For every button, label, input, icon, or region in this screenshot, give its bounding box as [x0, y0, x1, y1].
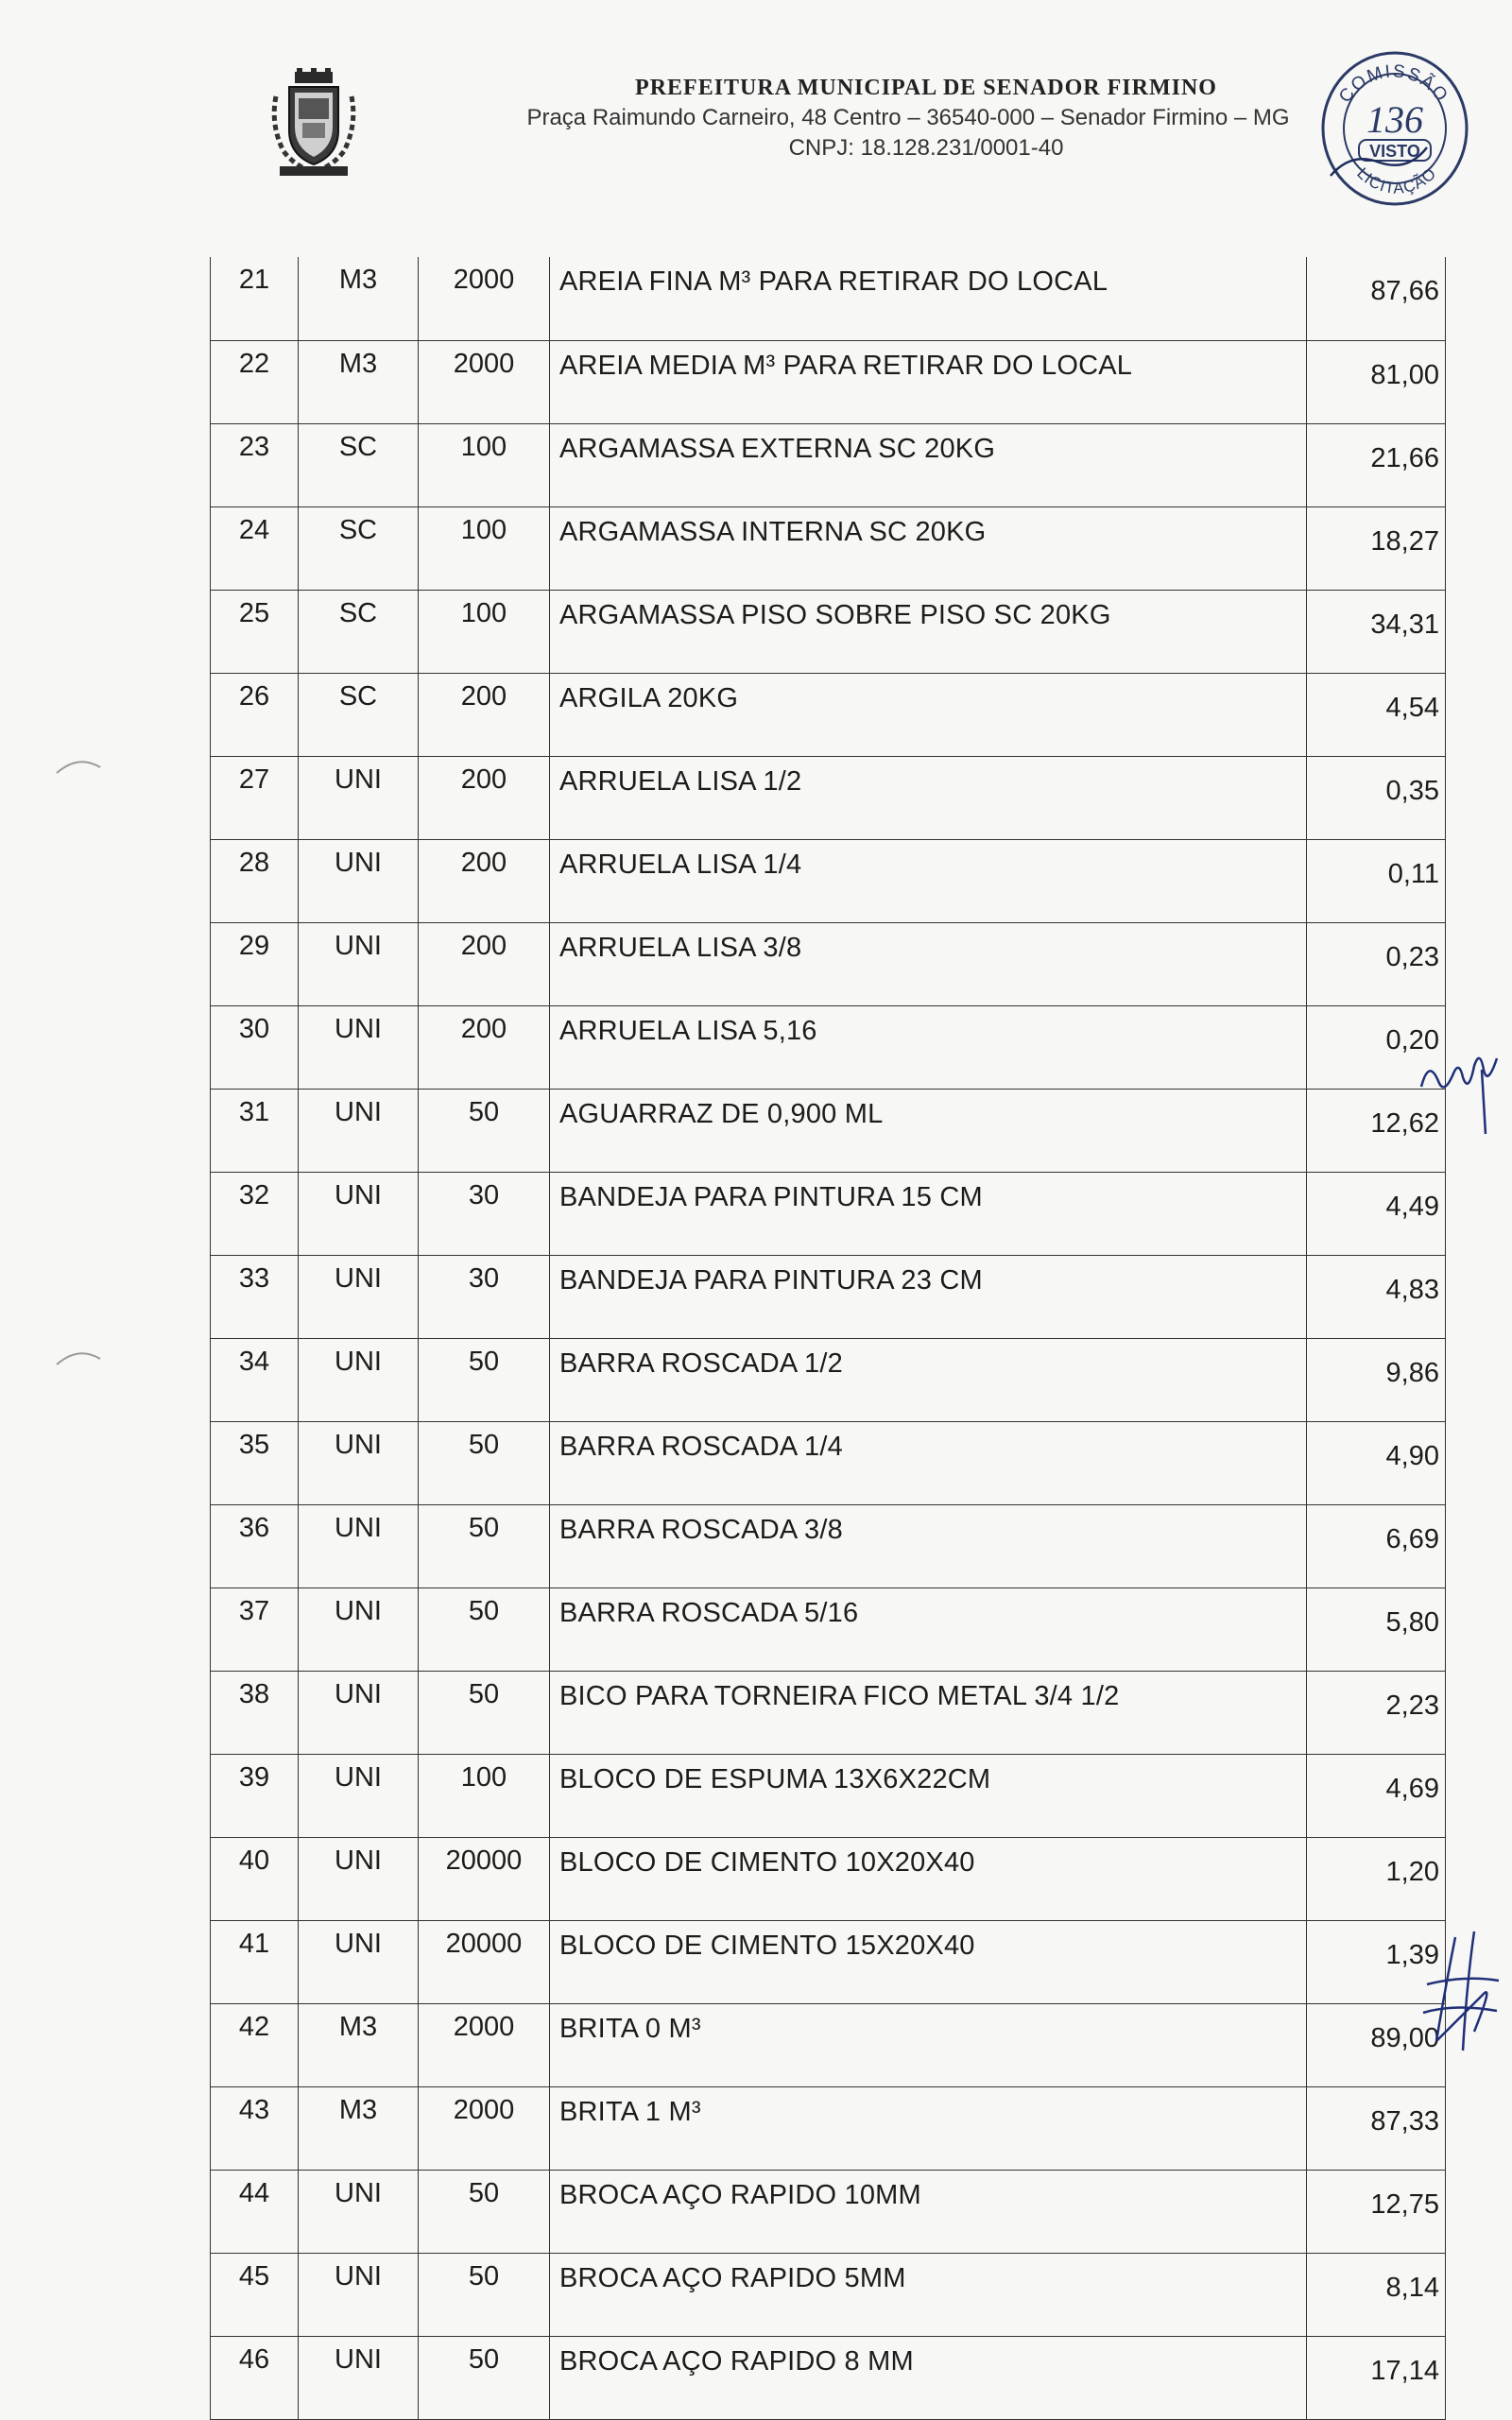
- item-unit-cell: UNI: [299, 1006, 419, 1090]
- item-number-cell: 29: [211, 923, 299, 1006]
- handwritten-signature-icon: [1418, 1928, 1503, 2060]
- item-quantity-cell: 50: [419, 2337, 550, 2420]
- item-quantity-cell: 2000: [419, 341, 550, 424]
- table-row: [211, 507, 1446, 591]
- item-price-cell: 4,69: [1307, 1755, 1446, 1838]
- item-number-cell: 43: [211, 2087, 299, 2171]
- item-number-cell: 39: [211, 1755, 299, 1838]
- item-number-cell: 24: [211, 507, 299, 591]
- item-number-cell: 27: [211, 757, 299, 840]
- item-price-cell: 87,33: [1307, 2087, 1446, 2171]
- item-number-cell: 31: [211, 1090, 299, 1173]
- item-price-cell: 4,90: [1307, 1422, 1446, 1505]
- item-unit-cell: UNI: [299, 1505, 419, 1588]
- item-price-cell: 0,35: [1307, 757, 1446, 840]
- table-row: [211, 1090, 1446, 1173]
- item-description-cell: ARGAMASSA EXTERNA SC 20KG: [550, 424, 1307, 507]
- item-price-cell: 89,00: [1307, 2004, 1446, 2087]
- item-description-cell: AREIA MEDIA M³ PARA RETIRAR DO LOCAL: [550, 341, 1307, 424]
- item-quantity-cell: 50: [419, 1090, 550, 1173]
- table-row: [211, 1672, 1446, 1755]
- item-quantity-cell: 200: [419, 840, 550, 923]
- item-description-cell: ARGAMASSA PISO SOBRE PISO SC 20KG: [550, 591, 1307, 674]
- item-quantity-cell: 50: [419, 1422, 550, 1505]
- item-price-cell: 4,83: [1307, 1256, 1446, 1339]
- table-row: [211, 2004, 1446, 2087]
- item-unit-cell: UNI: [299, 757, 419, 840]
- item-number-cell: 34: [211, 1339, 299, 1422]
- table-row: [211, 2254, 1446, 2337]
- item-price-cell: 12,75: [1307, 2171, 1446, 2254]
- item-quantity-cell: 50: [419, 1339, 550, 1422]
- item-quantity-cell: 200: [419, 674, 550, 757]
- item-description-cell: BANDEJA PARA PINTURA 23 CM: [550, 1256, 1307, 1339]
- item-description-cell: BRITA 0 M³: [550, 2004, 1307, 2087]
- item-quantity-cell: 100: [419, 1755, 550, 1838]
- item-number-cell: 40: [211, 1838, 299, 1921]
- item-price-cell: 18,27: [1307, 507, 1446, 591]
- item-unit-cell: UNI: [299, 1090, 419, 1173]
- item-quantity-cell: 50: [419, 1588, 550, 1672]
- item-price-cell: 0,11: [1307, 840, 1446, 923]
- items-table-body: [211, 257, 1446, 2420]
- item-description-cell: BANDEJA PARA PINTURA 15 CM: [550, 1173, 1307, 1256]
- item-number-cell: 35: [211, 1422, 299, 1505]
- table-row: [211, 923, 1446, 1006]
- item-number-cell: 44: [211, 2171, 299, 2254]
- item-number-cell: 26: [211, 674, 299, 757]
- item-price-cell: 8,14: [1307, 2254, 1446, 2337]
- item-unit-cell: M3: [299, 2087, 419, 2171]
- item-description-cell: BROCA AÇO RAPIDO 8 MM: [550, 2337, 1307, 2420]
- item-quantity-cell: 2000: [419, 2004, 550, 2087]
- table-row: [211, 674, 1446, 757]
- item-number-cell: 38: [211, 1672, 299, 1755]
- letterhead: [444, 76, 1351, 162]
- commission-stamp: [1314, 38, 1474, 208]
- org-cnpj: CNPJ: 18.128.231/0001-40: [788, 135, 1064, 161]
- item-number-cell: 28: [211, 840, 299, 923]
- item-unit-cell: UNI: [299, 1588, 419, 1672]
- item-number-cell: 33: [211, 1256, 299, 1339]
- item-price-cell: 2,23: [1307, 1672, 1446, 1755]
- table-row: [211, 424, 1446, 507]
- item-unit-cell: SC: [299, 591, 419, 674]
- item-price-cell: 0,23: [1307, 923, 1446, 1006]
- item-unit-cell: UNI: [299, 1173, 419, 1256]
- table-row: [211, 1921, 1446, 2004]
- item-quantity-cell: 100: [419, 591, 550, 674]
- item-description-cell: AGUARRAZ DE 0,900 ML: [550, 1090, 1307, 1173]
- item-number-cell: 42: [211, 2004, 299, 2087]
- table-row: [211, 1339, 1446, 1422]
- item-unit-cell: UNI: [299, 2254, 419, 2337]
- item-number-cell: 23: [211, 424, 299, 507]
- item-quantity-cell: 50: [419, 2254, 550, 2337]
- item-unit-cell: UNI: [299, 840, 419, 923]
- item-unit-cell: UNI: [299, 923, 419, 1006]
- table-row: [211, 2087, 1446, 2171]
- handwritten-initials-icon: [1416, 1021, 1501, 1143]
- item-quantity-cell: 50: [419, 1672, 550, 1755]
- stamp-number: 136: [1366, 98, 1423, 141]
- item-unit-cell: SC: [299, 424, 419, 507]
- item-quantity-cell: 30: [419, 1173, 550, 1256]
- item-price-cell: 4,54: [1307, 674, 1446, 757]
- item-description-cell: ARRUELA LISA 1/2: [550, 757, 1307, 840]
- item-description-cell: BARRA ROSCADA 1/2: [550, 1339, 1307, 1422]
- item-price-cell: 17,14: [1307, 2337, 1446, 2420]
- item-description-cell: BROCA AÇO RAPIDO 5MM: [550, 2254, 1307, 2337]
- item-quantity-cell: 200: [419, 1006, 550, 1090]
- item-price-cell: 1,20: [1307, 1838, 1446, 1921]
- item-description-cell: ARGILA 20KG: [550, 674, 1307, 757]
- item-unit-cell: M3: [299, 257, 419, 341]
- item-number-cell: 25: [211, 591, 299, 674]
- item-number-cell: 41: [211, 1921, 299, 2004]
- item-quantity-cell: 100: [419, 424, 550, 507]
- item-quantity-cell: 50: [419, 1505, 550, 1588]
- table-row: [211, 757, 1446, 840]
- table-row: [211, 1422, 1446, 1505]
- item-description-cell: ARRUELA LISA 1/4: [550, 840, 1307, 923]
- item-unit-cell: M3: [299, 341, 419, 424]
- item-quantity-cell: 20000: [419, 1921, 550, 2004]
- item-price-cell: 1,39: [1307, 1921, 1446, 2004]
- stamp-middle-text: VISTO: [1369, 142, 1420, 161]
- table-row: [211, 1173, 1446, 1256]
- svg-text:LICITAÇÃO: [1353, 164, 1440, 197]
- item-price-cell: 34,31: [1307, 591, 1446, 674]
- item-number-cell: 32: [211, 1173, 299, 1256]
- binder-hole-mark-icon: [55, 1347, 102, 1366]
- item-description-cell: BARRA ROSCADA 3/8: [550, 1505, 1307, 1588]
- item-number-cell: 36: [211, 1505, 299, 1588]
- item-description-cell: BARRA ROSCADA 1/4: [550, 1422, 1307, 1505]
- item-unit-cell: UNI: [299, 2171, 419, 2254]
- item-price-cell: 81,00: [1307, 341, 1446, 424]
- item-price-cell: 9,86: [1307, 1339, 1446, 1422]
- item-unit-cell: UNI: [299, 1422, 419, 1505]
- stamp-bottom-text: LICITAÇÃO: [1353, 163, 1440, 197]
- item-number-cell: 45: [211, 2254, 299, 2337]
- item-description-cell: BROCA AÇO RAPIDO 10MM: [550, 2171, 1307, 2254]
- item-description-cell: BLOCO DE CIMENTO 15X20X40: [550, 1921, 1307, 2004]
- item-price-cell: 0,20: [1307, 1006, 1446, 1090]
- item-unit-cell: UNI: [299, 1339, 419, 1422]
- item-number-cell: 21: [211, 257, 299, 341]
- item-number-cell: 37: [211, 1588, 299, 1672]
- municipal-crest-icon: [266, 68, 361, 180]
- item-quantity-cell: 50: [419, 2171, 550, 2254]
- items-table: [210, 257, 1446, 2420]
- table-row: [211, 591, 1446, 674]
- item-price-cell: 87,66: [1307, 257, 1446, 341]
- org-address: Praça Raimundo Carneiro, 48 Centro – 36540-000 – Senador Firmino – MG: [526, 105, 1290, 130]
- table-row: [211, 2337, 1446, 2420]
- table-row: [211, 1755, 1446, 1838]
- item-description-cell: BLOCO DE CIMENTO 10X20X40: [550, 1838, 1307, 1921]
- table-row: [211, 1256, 1446, 1339]
- table-row: [211, 341, 1446, 424]
- item-quantity-cell: 200: [419, 923, 550, 1006]
- item-unit-cell: SC: [299, 674, 419, 757]
- table-row: [211, 840, 1446, 923]
- item-description-cell: BLOCO DE ESPUMA 13X6X22CM: [550, 1755, 1307, 1838]
- table-row: [211, 1006, 1446, 1090]
- item-description-cell: BICO PARA TORNEIRA FICO METAL 3/4 1/2: [550, 1672, 1307, 1755]
- binder-hole-mark-icon: [55, 756, 102, 775]
- item-price-cell: 21,66: [1307, 424, 1446, 507]
- item-quantity-cell: 20000: [419, 1838, 550, 1921]
- item-unit-cell: UNI: [299, 1921, 419, 2004]
- table-row: [211, 1838, 1446, 1921]
- table-row: [211, 257, 1446, 341]
- item-description-cell: BRITA 1 M³: [550, 2087, 1307, 2171]
- item-unit-cell: UNI: [299, 1755, 419, 1838]
- item-price-cell: 5,80: [1307, 1588, 1446, 1672]
- item-price-cell: 6,69: [1307, 1505, 1446, 1588]
- item-unit-cell: UNI: [299, 1838, 419, 1921]
- item-quantity-cell: 2000: [419, 257, 550, 341]
- table-row: [211, 2171, 1446, 2254]
- item-quantity-cell: 200: [419, 757, 550, 840]
- item-number-cell: 46: [211, 2337, 299, 2420]
- stamp-top-text: COMISSÃO: [1335, 61, 1452, 107]
- org-name: PREFEITURA MUNICIPAL DE SENADOR FIRMINO: [635, 76, 1217, 100]
- table-row: [211, 1588, 1446, 1672]
- item-unit-cell: UNI: [299, 1672, 419, 1755]
- item-unit-cell: SC: [299, 507, 419, 591]
- item-description-cell: AREIA FINA M³ PARA RETIRAR DO LOCAL: [550, 257, 1307, 341]
- item-price-cell: 4,49: [1307, 1173, 1446, 1256]
- item-number-cell: 30: [211, 1006, 299, 1090]
- item-quantity-cell: 2000: [419, 2087, 550, 2171]
- item-number-cell: 22: [211, 341, 299, 424]
- table-row: [211, 1505, 1446, 1588]
- item-description-cell: ARRUELA LISA 3/8: [550, 923, 1307, 1006]
- item-price-cell: 12,62: [1307, 1090, 1446, 1173]
- item-quantity-cell: 100: [419, 507, 550, 591]
- item-description-cell: ARGAMASSA INTERNA SC 20KG: [550, 507, 1307, 591]
- item-quantity-cell: 30: [419, 1256, 550, 1339]
- item-unit-cell: M3: [299, 2004, 419, 2087]
- item-description-cell: BARRA ROSCADA 5/16: [550, 1588, 1307, 1672]
- item-unit-cell: UNI: [299, 1256, 419, 1339]
- item-description-cell: ARRUELA LISA 5,16: [550, 1006, 1307, 1090]
- item-unit-cell: UNI: [299, 2337, 419, 2420]
